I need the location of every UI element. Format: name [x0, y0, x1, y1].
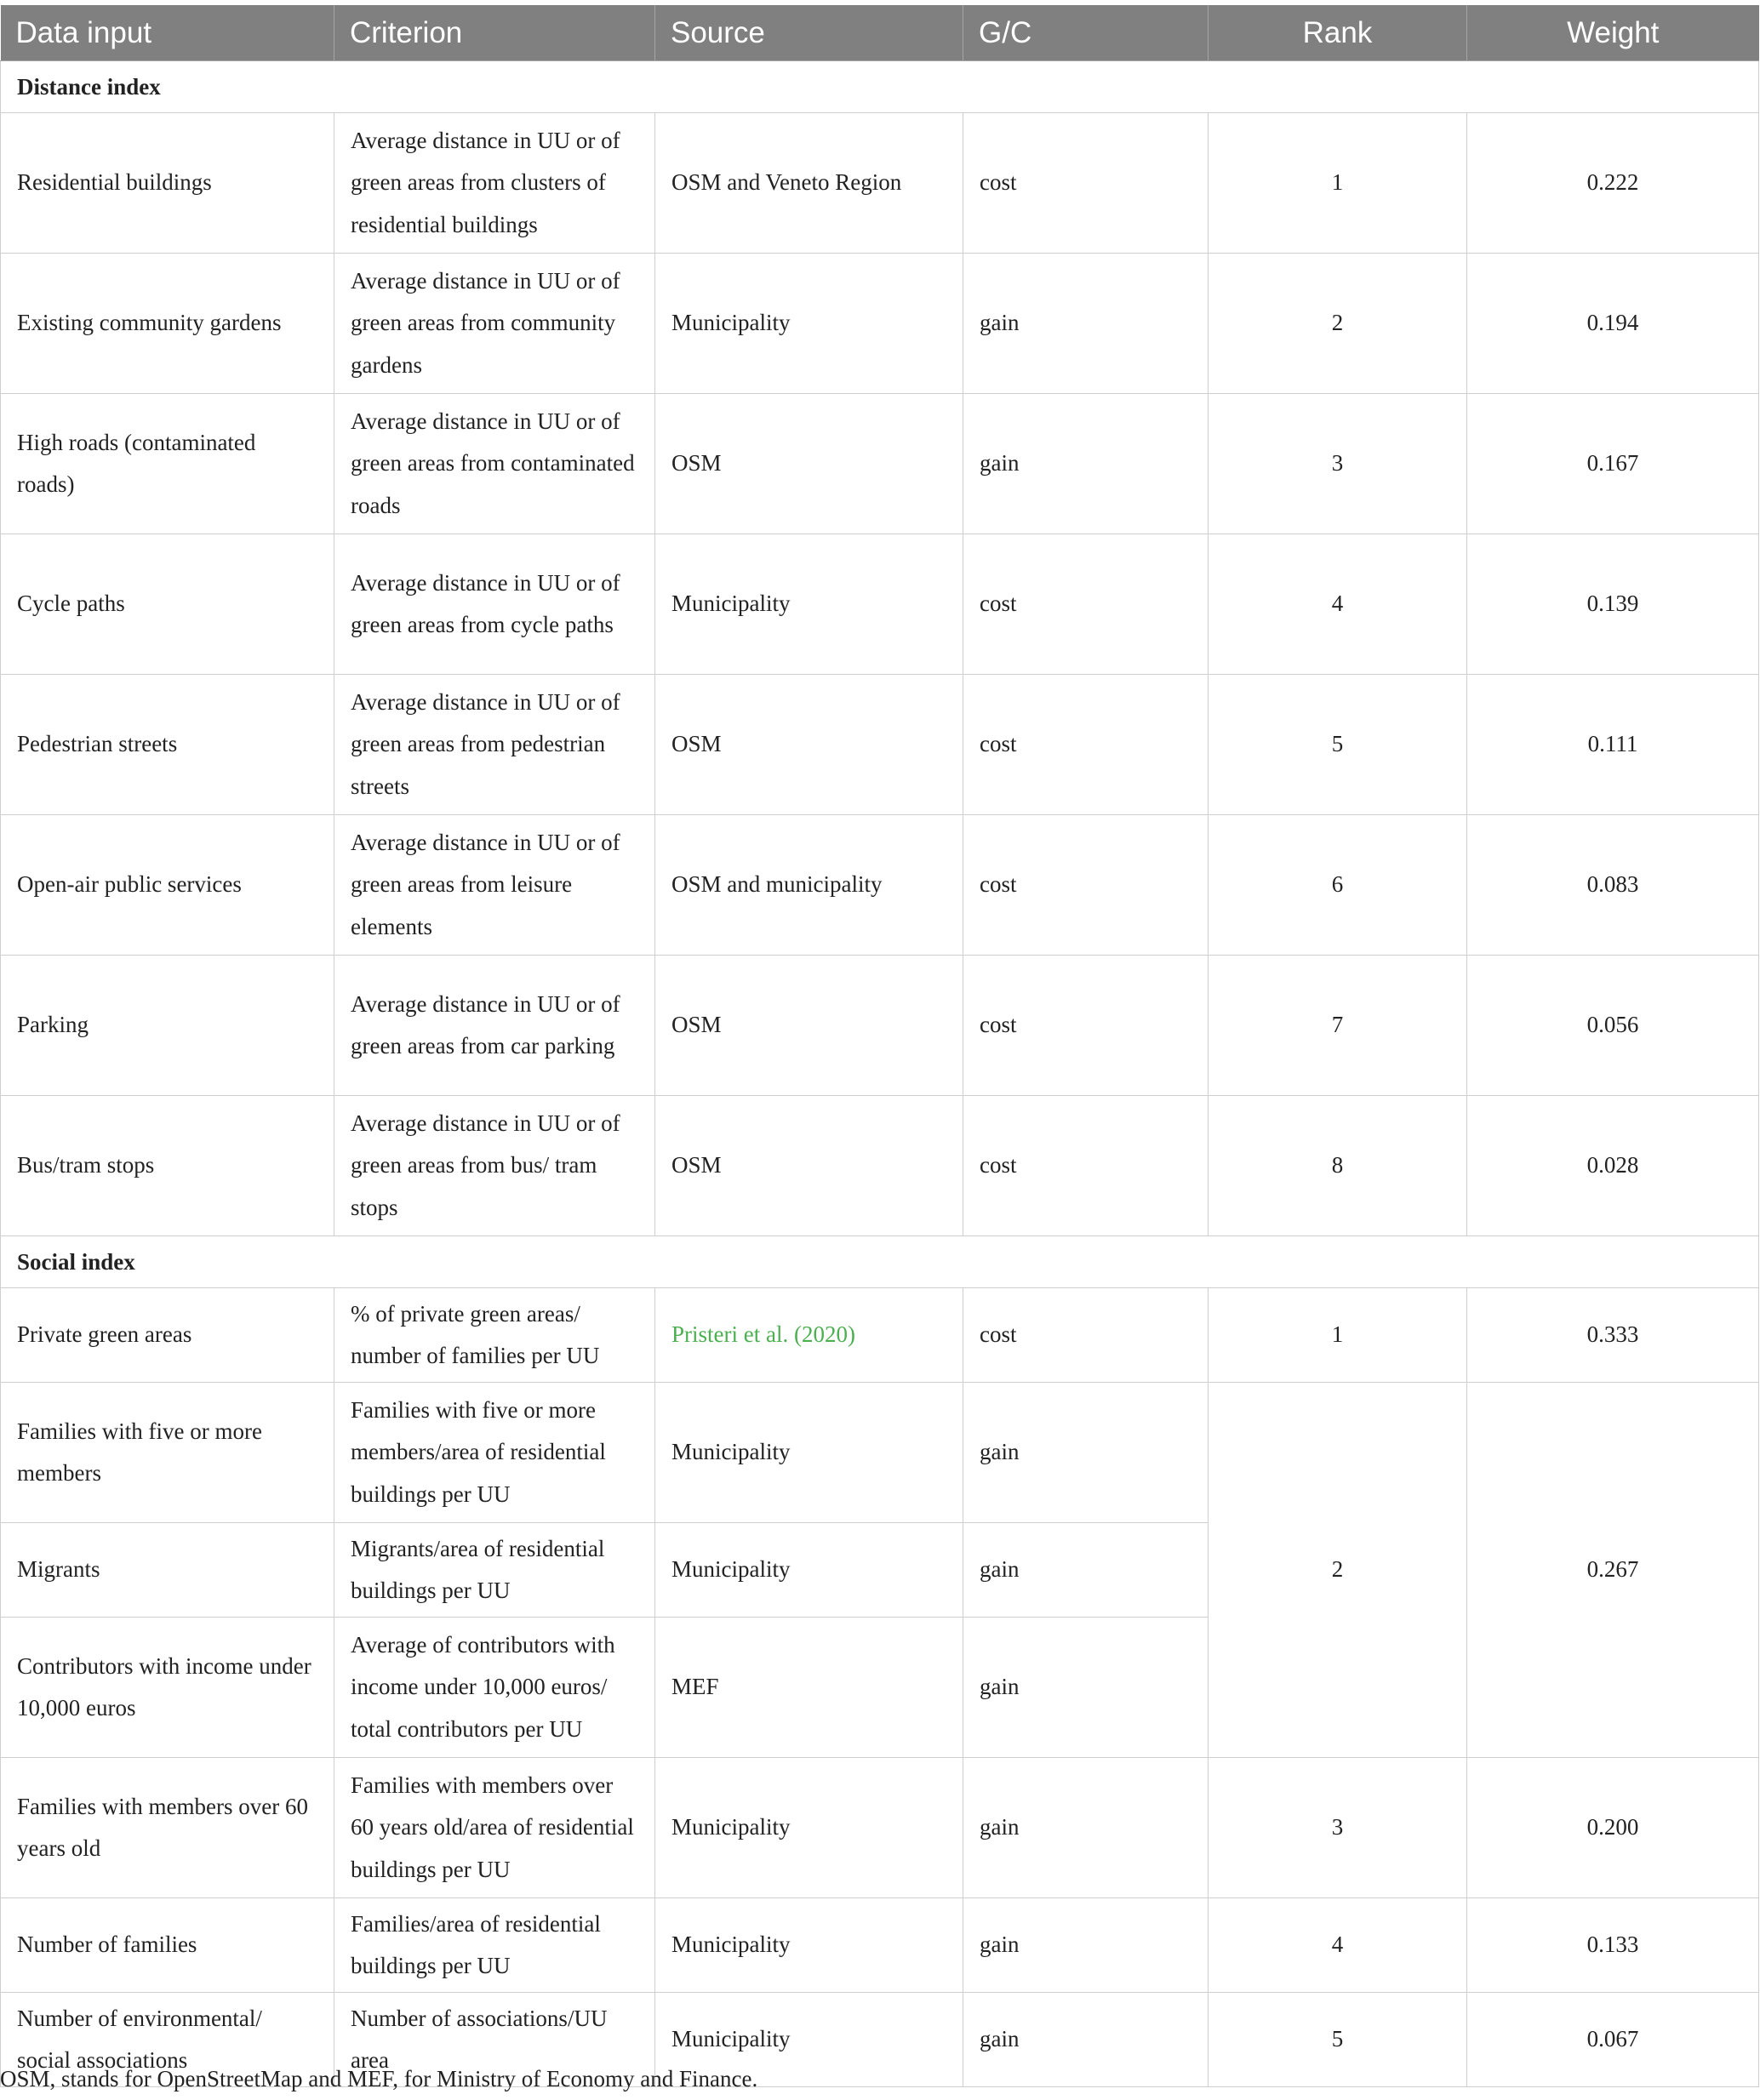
header-source: Source: [655, 5, 963, 61]
cell-source: OSM: [655, 675, 963, 815]
cell-gc: gain: [963, 254, 1209, 394]
cell-criterion: Families/area of residential buildings per UU: [334, 1898, 655, 1993]
cell-source: Municipality: [655, 534, 963, 675]
table-footnote: OSM, stands for OpenStreetMap and MEF, for Ministry of Economy and Finance.: [0, 2066, 758, 2091]
header-gc: G/C: [963, 5, 1209, 61]
cell-gc: gain: [963, 394, 1209, 534]
cell-data-input: Number of families: [1, 1898, 334, 1993]
cell-criterion: Average distance in UU or of green areas from clusters of residential buildings: [334, 113, 655, 254]
table-row: [1, 254, 1759, 394]
cell-criterion: Average distance in UU or of green areas from contaminated roads: [334, 394, 655, 534]
cell-criterion: Average distance in UU or of green areas from cycle paths: [334, 534, 655, 675]
cell-gc: gain: [963, 1383, 1209, 1523]
cell-gc: cost: [963, 815, 1209, 956]
cell-gc: gain: [963, 1898, 1209, 1993]
cell-data-input: Pedestrian streets: [1, 675, 334, 815]
cell-gc: gain: [963, 1758, 1209, 1898]
table-row: [1, 1758, 1759, 1898]
cell-weight-merged: 0.267: [1467, 1383, 1759, 1758]
cell-data-input: Open-air public services: [1, 815, 334, 956]
cell-source: OSM: [655, 394, 963, 534]
cell-data-input: Residential buildings: [1, 113, 334, 254]
cell-criterion: Average distance in UU or of green areas from community gardens: [334, 254, 655, 394]
cell-rank: 3: [1209, 1758, 1467, 1898]
cell-weight: 0.139: [1467, 534, 1759, 675]
cell-gc: gain: [963, 1523, 1209, 1618]
table-row: [1, 394, 1759, 534]
cell-rank-merged: 2: [1209, 1383, 1467, 1758]
cell-weight: 0.194: [1467, 254, 1759, 394]
cell-gc: cost: [963, 113, 1209, 254]
table-row: [1, 1898, 1759, 1993]
cell-criterion: Average distance in UU or of green areas from bus/ tram stops: [334, 1096, 655, 1236]
cell-criterion: Average of contributors with income under 10,000 euros/ total contributors per UU: [334, 1618, 655, 1758]
cell-criterion: Number of associations/UU area: [334, 1993, 655, 2087]
cell-source: Municipality: [655, 1758, 963, 1898]
cell-source: OSM and Veneto Region: [655, 113, 963, 254]
table-row: [1, 1383, 1759, 1523]
cell-rank: 2: [1209, 254, 1467, 394]
cell-rank: 4: [1209, 534, 1467, 675]
cell-rank: 3: [1209, 394, 1467, 534]
cell-data-input: Private green areas: [1, 1288, 334, 1383]
cell-source: OSM and municipality: [655, 815, 963, 956]
cell-weight: 0.222: [1467, 113, 1759, 254]
cell-data-input: Cycle paths: [1, 534, 334, 675]
cell-source: Municipality: [655, 1898, 963, 1993]
criteria-weights-table: [0, 5, 1759, 2087]
cell-data-input: Existing community gardens: [1, 254, 334, 394]
header-criterion: Criterion: [334, 5, 655, 61]
cell-criterion: Families with members over 60 years old/area of residential buildings per UU: [334, 1758, 655, 1898]
cell-data-input: Bus/tram stops: [1, 1096, 334, 1236]
cell-rank: 6: [1209, 815, 1467, 956]
cell-source: Municipality: [655, 1523, 963, 1618]
table-row: [1, 815, 1759, 956]
header-weight: Weight: [1467, 5, 1759, 61]
cell-rank: 4: [1209, 1898, 1467, 1993]
cell-weight: 0.067: [1467, 1993, 1759, 2087]
cell-source: MEF: [655, 1618, 963, 1758]
cell-data-input: Number of environmental/ social associations: [1, 1993, 334, 2087]
cell-weight: 0.111: [1467, 675, 1759, 815]
cell-rank: 7: [1209, 956, 1467, 1096]
citation-link[interactable]: Pristeri et al. (2020): [655, 1288, 963, 1383]
cell-gc: cost: [963, 956, 1209, 1096]
cell-criterion: Average distance in UU or of green areas from car parking: [334, 956, 655, 1096]
table-row: [1, 113, 1759, 254]
cell-gc: gain: [963, 1618, 1209, 1758]
cell-gc: gain: [963, 1993, 1209, 2087]
cell-criterion: Average distance in UU or of green areas from leisure elements: [334, 815, 655, 956]
header-data-input: Data input: [1, 5, 334, 61]
cell-source: Municipality: [655, 1383, 963, 1523]
cell-source: Municipality: [655, 254, 963, 394]
cell-data-input: Migrants: [1, 1523, 334, 1618]
cell-data-input: Contributors with income under 10,000 euros: [1, 1618, 334, 1758]
table-row: [1, 1288, 1759, 1383]
cell-criterion: % of private green areas/ number of families per UU: [334, 1288, 655, 1383]
section-row-social-index: [1, 1236, 1759, 1288]
cell-weight: 0.200: [1467, 1758, 1759, 1898]
section-title: Distance index: [1, 61, 1759, 113]
cell-gc: cost: [963, 534, 1209, 675]
cell-weight: 0.167: [1467, 394, 1759, 534]
cell-rank: 1: [1209, 1288, 1467, 1383]
cell-criterion: Average distance in UU or of green areas from pedestrian streets: [334, 675, 655, 815]
table-header-row: [1, 5, 1759, 61]
table-row: [1, 1096, 1759, 1236]
table-row: [1, 675, 1759, 815]
cell-rank: 5: [1209, 1993, 1467, 2087]
cell-data-input: Parking: [1, 956, 334, 1096]
section-row-distance-index: [1, 61, 1759, 113]
cell-gc: cost: [963, 1096, 1209, 1236]
cell-weight: 0.083: [1467, 815, 1759, 956]
cell-weight: 0.028: [1467, 1096, 1759, 1236]
cell-weight: 0.133: [1467, 1898, 1759, 1993]
cell-source: Municipality: [655, 1993, 963, 2087]
cell-criterion: Families with five or more members/area of residential buildings per UU: [334, 1383, 655, 1523]
cell-weight: 0.056: [1467, 956, 1759, 1096]
table-row: [1, 956, 1759, 1096]
cell-rank: 1: [1209, 113, 1467, 254]
cell-data-input: Families with members over 60 years old: [1, 1758, 334, 1898]
section-title: Social index: [1, 1236, 1759, 1288]
table-row: [1, 534, 1759, 675]
cell-source: OSM: [655, 956, 963, 1096]
header-rank: Rank: [1209, 5, 1467, 61]
cell-criterion: Migrants/area of residential buildings per UU: [334, 1523, 655, 1618]
cell-gc: cost: [963, 675, 1209, 815]
cell-rank: 8: [1209, 1096, 1467, 1236]
cell-source: OSM: [655, 1096, 963, 1236]
cell-rank: 5: [1209, 675, 1467, 815]
cell-weight: 0.333: [1467, 1288, 1759, 1383]
cell-data-input: High roads (contaminated roads): [1, 394, 334, 534]
cell-data-input: Families with five or more members: [1, 1383, 334, 1523]
cell-gc: cost: [963, 1288, 1209, 1383]
